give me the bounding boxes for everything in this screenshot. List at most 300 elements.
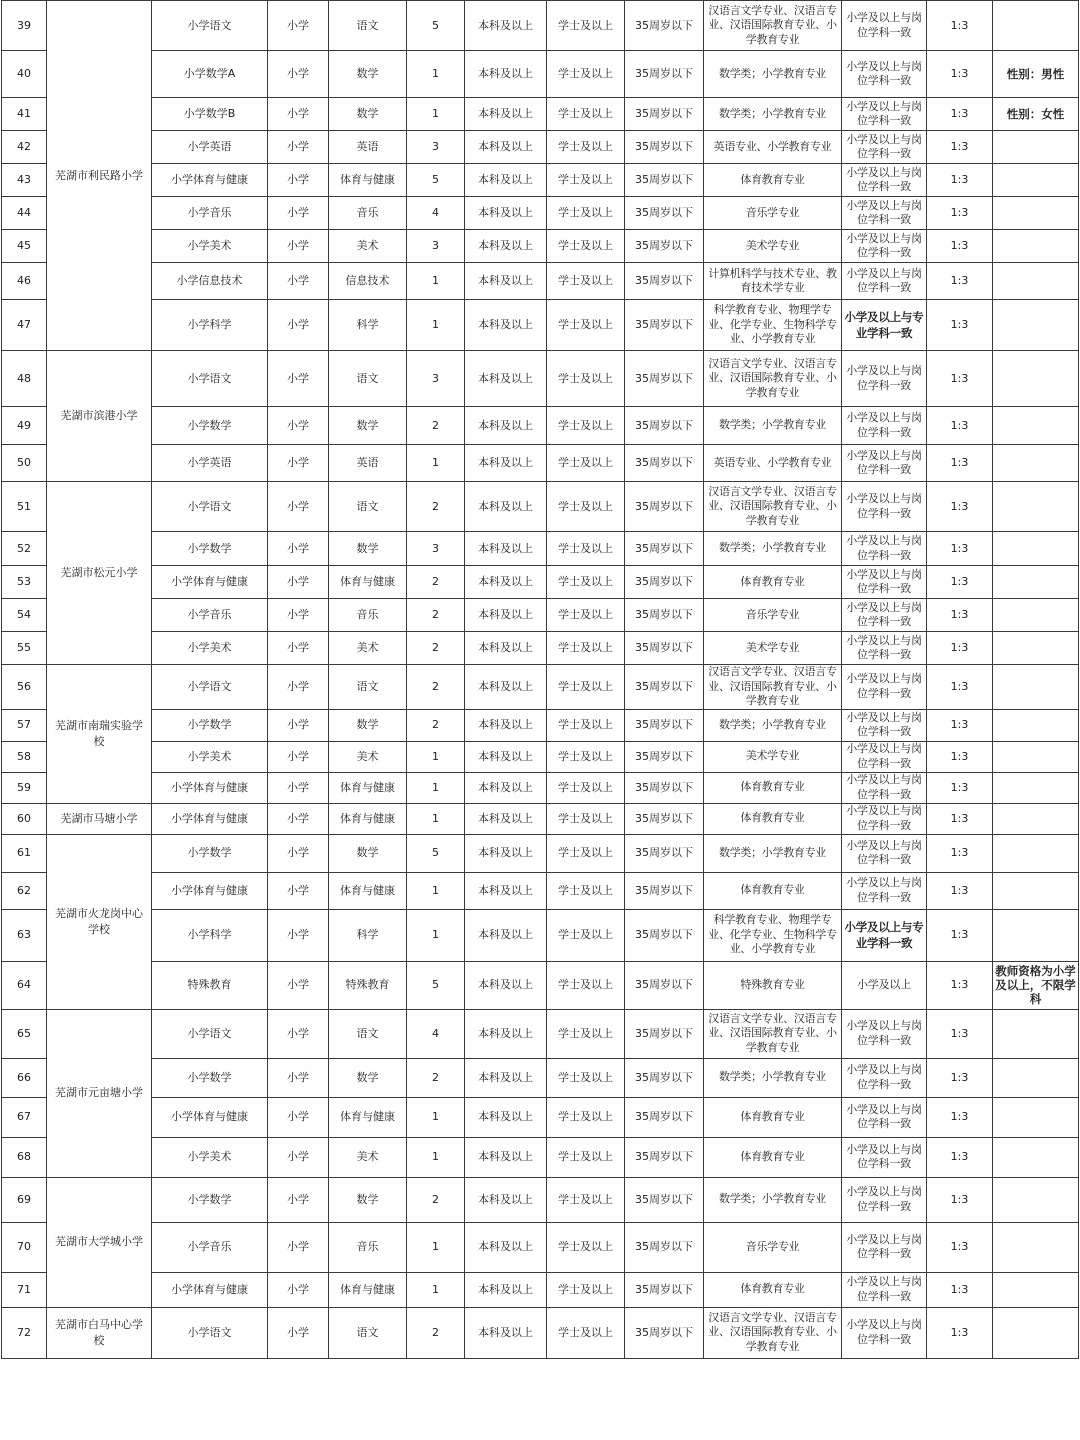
remark xyxy=(993,741,1079,772)
degree-requirement: 学士及以上 xyxy=(547,1137,625,1177)
remark xyxy=(993,1009,1079,1058)
table-row xyxy=(2,632,1079,665)
table-row xyxy=(2,1307,1079,1358)
major-requirement: 科学教育专业、物理学专业、化学专业、生物科学专业、小学教育专业 xyxy=(704,909,842,961)
age-requirement: 35周岁以下 xyxy=(625,834,704,872)
teacher-certificate-requirement: 小学及以上与岗位学科一致 xyxy=(842,741,927,772)
education-requirement: 本科及以上 xyxy=(465,1058,547,1097)
age-requirement: 35周岁以下 xyxy=(625,1,704,51)
school-stage: 小学 xyxy=(268,197,329,230)
row-number: 70 xyxy=(2,1222,47,1272)
school-stage: 小学 xyxy=(268,1137,329,1177)
hiring-count: 2 xyxy=(407,1058,465,1097)
school-stage: 小学 xyxy=(268,772,329,803)
teacher-certificate-requirement: 小学及以上与岗位学科一致 xyxy=(842,803,927,834)
education-requirement: 本科及以上 xyxy=(465,834,547,872)
position-name: 小学语文 xyxy=(152,1009,268,1058)
teacher-certificate-requirement: 小学及以上与岗位学科一致 xyxy=(842,263,927,300)
interview-ratio: 1:3 xyxy=(927,351,993,407)
remark: 性别：女性 xyxy=(993,98,1079,131)
hiring-count: 1 xyxy=(407,909,465,961)
table-row xyxy=(2,772,1079,803)
subject: 数学 xyxy=(329,1177,407,1222)
hiring-count: 2 xyxy=(407,566,465,599)
row-number: 71 xyxy=(2,1272,47,1307)
degree-requirement: 学士及以上 xyxy=(547,665,625,710)
age-requirement: 35周岁以下 xyxy=(625,482,704,532)
school-stage: 小学 xyxy=(268,263,329,300)
teacher-certificate-requirement: 小学及以上与岗位学科一致 xyxy=(842,1058,927,1097)
subject: 体育与健康 xyxy=(329,1272,407,1307)
teacher-certificate-requirement: 小学及以上与岗位学科一致 xyxy=(842,482,927,532)
major-requirement: 体育教育专业 xyxy=(704,1272,842,1307)
teacher-certificate-requirement: 小学及以上与岗位学科一致 xyxy=(842,532,927,566)
hiring-count: 4 xyxy=(407,1009,465,1058)
hiring-count: 1 xyxy=(407,263,465,300)
teacher-certificate-requirement: 小学及以上与岗位学科一致 xyxy=(842,834,927,872)
hiring-count: 3 xyxy=(407,532,465,566)
interview-ratio: 1:3 xyxy=(927,961,993,1009)
major-requirement: 美术学专业 xyxy=(704,741,842,772)
teacher-certificate-requirement: 小学及以上与岗位学科一致 xyxy=(842,772,927,803)
subject: 语文 xyxy=(329,665,407,710)
remark xyxy=(993,445,1079,482)
subject: 体育与健康 xyxy=(329,772,407,803)
hiring-count: 1 xyxy=(407,1222,465,1272)
row-number: 54 xyxy=(2,599,47,632)
interview-ratio: 1:3 xyxy=(927,1272,993,1307)
interview-ratio: 1:3 xyxy=(927,632,993,665)
interview-ratio: 1:3 xyxy=(927,741,993,772)
hiring-count: 2 xyxy=(407,665,465,710)
interview-ratio: 1:3 xyxy=(927,300,993,351)
position-name: 小学信息技术 xyxy=(152,263,268,300)
subject: 科学 xyxy=(329,300,407,351)
school-stage: 小学 xyxy=(268,709,329,741)
major-requirement: 汉语言文学专业、汉语言专业、汉语国际教育专业、小学教育专业 xyxy=(704,1,842,51)
degree-requirement: 学士及以上 xyxy=(547,51,625,98)
age-requirement: 35周岁以下 xyxy=(625,803,704,834)
position-name: 小学美术 xyxy=(152,1137,268,1177)
hiring-count: 1 xyxy=(407,872,465,909)
education-requirement: 本科及以上 xyxy=(465,803,547,834)
subject: 体育与健康 xyxy=(329,803,407,834)
teacher-certificate-requirement: 小学及以上与岗位学科一致 xyxy=(842,1,927,51)
age-requirement: 35周岁以下 xyxy=(625,445,704,482)
major-requirement: 英语专业、小学教育专业 xyxy=(704,131,842,164)
education-requirement: 本科及以上 xyxy=(465,1272,547,1307)
education-requirement: 本科及以上 xyxy=(465,300,547,351)
education-requirement: 本科及以上 xyxy=(465,230,547,263)
education-requirement: 本科及以上 xyxy=(465,532,547,566)
major-requirement: 数学类；小学教育专业 xyxy=(704,407,842,445)
teacher-certificate-requirement: 小学及以上与岗位学科一致 xyxy=(842,131,927,164)
remark: 教师资格为小学及以上，不限学科 xyxy=(993,961,1079,1009)
subject: 数学 xyxy=(329,834,407,872)
position-name: 小学语文 xyxy=(152,1,268,51)
position-name: 小学体育与健康 xyxy=(152,566,268,599)
major-requirement: 数学类；小学教育专业 xyxy=(704,709,842,741)
subject: 信息技术 xyxy=(329,263,407,300)
interview-ratio: 1:3 xyxy=(927,98,993,131)
major-requirement: 体育教育专业 xyxy=(704,803,842,834)
interview-ratio: 1:3 xyxy=(927,1137,993,1177)
row-number: 55 xyxy=(2,632,47,665)
interview-ratio: 1:3 xyxy=(927,772,993,803)
age-requirement: 35周岁以下 xyxy=(625,772,704,803)
school-stage: 小学 xyxy=(268,599,329,632)
age-requirement: 35周岁以下 xyxy=(625,98,704,131)
table-row xyxy=(2,445,1079,482)
position-name: 小学语文 xyxy=(152,665,268,710)
table-body xyxy=(2,1,1079,1359)
position-name: 小学语文 xyxy=(152,351,268,407)
degree-requirement: 学士及以上 xyxy=(547,445,625,482)
table-row xyxy=(2,834,1079,872)
age-requirement: 35周岁以下 xyxy=(625,1009,704,1058)
major-requirement: 数学类；小学教育专业 xyxy=(704,1177,842,1222)
interview-ratio: 1:3 xyxy=(927,709,993,741)
age-requirement: 35周岁以下 xyxy=(625,632,704,665)
education-requirement: 本科及以上 xyxy=(465,1,547,51)
teacher-certificate-requirement: 小学及以上与岗位学科一致 xyxy=(842,1272,927,1307)
table-row xyxy=(2,1137,1079,1177)
hiring-count: 4 xyxy=(407,197,465,230)
education-requirement: 本科及以上 xyxy=(465,709,547,741)
subject: 美术 xyxy=(329,1137,407,1177)
major-requirement: 音乐学专业 xyxy=(704,197,842,230)
degree-requirement: 学士及以上 xyxy=(547,803,625,834)
subject: 英语 xyxy=(329,131,407,164)
recruitment-table xyxy=(1,0,1079,1359)
row-number: 47 xyxy=(2,300,47,351)
interview-ratio: 1:3 xyxy=(927,532,993,566)
school-stage: 小学 xyxy=(268,961,329,1009)
age-requirement: 35周岁以下 xyxy=(625,300,704,351)
row-number: 72 xyxy=(2,1307,47,1358)
subject: 数学 xyxy=(329,51,407,98)
major-requirement: 数学类；小学教育专业 xyxy=(704,532,842,566)
position-name: 小学语文 xyxy=(152,1307,268,1358)
remark xyxy=(993,872,1079,909)
row-number: 51 xyxy=(2,482,47,532)
row-number: 49 xyxy=(2,407,47,445)
remark xyxy=(993,407,1079,445)
interview-ratio: 1:3 xyxy=(927,445,993,482)
table-row xyxy=(2,407,1079,445)
school-stage: 小学 xyxy=(268,351,329,407)
teacher-certificate-requirement: 小学及以上与岗位学科一致 xyxy=(842,709,927,741)
position-name: 小学音乐 xyxy=(152,1222,268,1272)
row-number: 62 xyxy=(2,872,47,909)
subject: 音乐 xyxy=(329,599,407,632)
table-row xyxy=(2,1097,1079,1137)
hiring-count: 2 xyxy=(407,632,465,665)
row-number: 60 xyxy=(2,803,47,834)
subject: 数学 xyxy=(329,709,407,741)
remark xyxy=(993,230,1079,263)
table-row xyxy=(2,665,1079,710)
hiring-count: 1 xyxy=(407,445,465,482)
row-number: 39 xyxy=(2,1,47,51)
hiring-count: 2 xyxy=(407,1177,465,1222)
remark xyxy=(993,300,1079,351)
degree-requirement: 学士及以上 xyxy=(547,566,625,599)
hiring-count: 5 xyxy=(407,834,465,872)
position-name: 小学体育与健康 xyxy=(152,872,268,909)
position-name: 小学数学A xyxy=(152,51,268,98)
education-requirement: 本科及以上 xyxy=(465,772,547,803)
age-requirement: 35周岁以下 xyxy=(625,230,704,263)
education-requirement: 本科及以上 xyxy=(465,482,547,532)
age-requirement: 35周岁以下 xyxy=(625,1272,704,1307)
major-requirement: 汉语言文学专业、汉语言专业、汉语国际教育专业、小学教育专业 xyxy=(704,351,842,407)
position-name: 特殊教育 xyxy=(152,961,268,1009)
table-row xyxy=(2,909,1079,961)
school-stage: 小学 xyxy=(268,445,329,482)
remark xyxy=(993,1272,1079,1307)
education-requirement: 本科及以上 xyxy=(465,1307,547,1358)
major-requirement: 汉语言文学专业、汉语言专业、汉语国际教育专业、小学教育专业 xyxy=(704,482,842,532)
hiring-count: 1 xyxy=(407,1097,465,1137)
school-name: 芜湖市滨港小学 xyxy=(47,351,152,482)
hiring-count: 1 xyxy=(407,1272,465,1307)
teacher-certificate-requirement: 小学及以上与岗位学科一致 xyxy=(842,1222,927,1272)
remark xyxy=(993,632,1079,665)
remark xyxy=(993,834,1079,872)
teacher-certificate-requirement: 小学及以上与岗位学科一致 xyxy=(842,566,927,599)
hiring-count: 3 xyxy=(407,230,465,263)
row-number: 56 xyxy=(2,665,47,710)
interview-ratio: 1:3 xyxy=(927,197,993,230)
major-requirement: 数学类；小学教育专业 xyxy=(704,51,842,98)
teacher-certificate-requirement: 小学及以上与专业学科一致 xyxy=(842,300,927,351)
degree-requirement: 学士及以上 xyxy=(547,1009,625,1058)
major-requirement: 音乐学专业 xyxy=(704,1222,842,1272)
subject: 数学 xyxy=(329,1058,407,1097)
hiring-count: 2 xyxy=(407,407,465,445)
school-name: 芜湖市大学城小学 xyxy=(47,1177,152,1307)
teacher-certificate-requirement: 小学及以上与岗位学科一致 xyxy=(842,1137,927,1177)
degree-requirement: 学士及以上 xyxy=(547,263,625,300)
teacher-certificate-requirement: 小学及以上与岗位学科一致 xyxy=(842,1177,927,1222)
remark xyxy=(993,1177,1079,1222)
school-stage: 小学 xyxy=(268,741,329,772)
teacher-certificate-requirement: 小学及以上与岗位学科一致 xyxy=(842,665,927,710)
school-stage: 小学 xyxy=(268,632,329,665)
hiring-count: 5 xyxy=(407,961,465,1009)
education-requirement: 本科及以上 xyxy=(465,51,547,98)
school-name: 芜湖市白马中心学校 xyxy=(47,1307,152,1358)
age-requirement: 35周岁以下 xyxy=(625,197,704,230)
degree-requirement: 学士及以上 xyxy=(547,300,625,351)
age-requirement: 35周岁以下 xyxy=(625,131,704,164)
hiring-count: 1 xyxy=(407,1137,465,1177)
teacher-certificate-requirement: 小学及以上与岗位学科一致 xyxy=(842,164,927,197)
table-row xyxy=(2,872,1079,909)
degree-requirement: 学士及以上 xyxy=(547,1177,625,1222)
interview-ratio: 1:3 xyxy=(927,131,993,164)
degree-requirement: 学士及以上 xyxy=(547,482,625,532)
major-requirement: 汉语言文学专业、汉语言专业、汉语国际教育专业、小学教育专业 xyxy=(704,665,842,710)
row-number: 52 xyxy=(2,532,47,566)
table-row xyxy=(2,803,1079,834)
table-row xyxy=(2,1058,1079,1097)
subject: 美术 xyxy=(329,632,407,665)
major-requirement: 科学教育专业、物理学专业、化学专业、生物科学专业、小学教育专业 xyxy=(704,300,842,351)
subject: 数学 xyxy=(329,407,407,445)
row-number: 61 xyxy=(2,834,47,872)
education-requirement: 本科及以上 xyxy=(465,566,547,599)
age-requirement: 35周岁以下 xyxy=(625,407,704,445)
interview-ratio: 1:3 xyxy=(927,834,993,872)
interview-ratio: 1:3 xyxy=(927,1058,993,1097)
table-row xyxy=(2,263,1079,300)
hiring-count: 1 xyxy=(407,300,465,351)
school-stage: 小学 xyxy=(268,230,329,263)
position-name: 小学数学 xyxy=(152,1177,268,1222)
major-requirement: 汉语言文学专业、汉语言专业、汉语国际教育专业、小学教育专业 xyxy=(704,1009,842,1058)
teacher-certificate-requirement: 小学及以上与岗位学科一致 xyxy=(842,599,927,632)
table-row xyxy=(2,1272,1079,1307)
degree-requirement: 学士及以上 xyxy=(547,1307,625,1358)
subject: 音乐 xyxy=(329,197,407,230)
age-requirement: 35周岁以下 xyxy=(625,263,704,300)
major-requirement: 美术学专业 xyxy=(704,230,842,263)
remark xyxy=(993,482,1079,532)
degree-requirement: 学士及以上 xyxy=(547,532,625,566)
position-name: 小学体育与健康 xyxy=(152,164,268,197)
position-name: 小学数学 xyxy=(152,834,268,872)
table-row xyxy=(2,300,1079,351)
interview-ratio: 1:3 xyxy=(927,407,993,445)
school-name: 芜湖市南瑞实验学校 xyxy=(47,665,152,804)
school-stage: 小学 xyxy=(268,131,329,164)
age-requirement: 35周岁以下 xyxy=(625,566,704,599)
teacher-certificate-requirement: 小学及以上与岗位学科一致 xyxy=(842,1097,927,1137)
education-requirement: 本科及以上 xyxy=(465,1177,547,1222)
major-requirement: 体育教育专业 xyxy=(704,1097,842,1137)
major-requirement: 计算机科学与技术专业、教育技术学专业 xyxy=(704,263,842,300)
degree-requirement: 学士及以上 xyxy=(547,98,625,131)
interview-ratio: 1:3 xyxy=(927,803,993,834)
subject: 美术 xyxy=(329,741,407,772)
age-requirement: 35周岁以下 xyxy=(625,961,704,1009)
school-stage: 小学 xyxy=(268,532,329,566)
major-requirement: 音乐学专业 xyxy=(704,599,842,632)
row-number: 53 xyxy=(2,566,47,599)
subject: 体育与健康 xyxy=(329,872,407,909)
hiring-count: 3 xyxy=(407,131,465,164)
school-stage: 小学 xyxy=(268,1,329,51)
table-row xyxy=(2,197,1079,230)
row-number: 44 xyxy=(2,197,47,230)
school-stage: 小学 xyxy=(268,1177,329,1222)
age-requirement: 35周岁以下 xyxy=(625,1058,704,1097)
school-stage: 小学 xyxy=(268,1272,329,1307)
subject: 语文 xyxy=(329,351,407,407)
interview-ratio: 1:3 xyxy=(927,482,993,532)
row-number: 64 xyxy=(2,961,47,1009)
degree-requirement: 学士及以上 xyxy=(547,407,625,445)
table-row xyxy=(2,164,1079,197)
degree-requirement: 学士及以上 xyxy=(547,351,625,407)
degree-requirement: 学士及以上 xyxy=(547,961,625,1009)
subject: 体育与健康 xyxy=(329,566,407,599)
table-row xyxy=(2,351,1079,407)
position-name: 小学体育与健康 xyxy=(152,1272,268,1307)
row-number: 48 xyxy=(2,351,47,407)
age-requirement: 35周岁以下 xyxy=(625,599,704,632)
table-row xyxy=(2,131,1079,164)
school-name: 芜湖市利民路小学 xyxy=(47,1,152,351)
position-name: 小学体育与健康 xyxy=(152,772,268,803)
major-requirement: 数学类；小学教育专业 xyxy=(704,98,842,131)
major-requirement: 数学类；小学教育专业 xyxy=(704,834,842,872)
interview-ratio: 1:3 xyxy=(927,263,993,300)
interview-ratio: 1:3 xyxy=(927,1097,993,1137)
position-name: 小学数学 xyxy=(152,532,268,566)
interview-ratio: 1:3 xyxy=(927,1307,993,1358)
row-number: 42 xyxy=(2,131,47,164)
education-requirement: 本科及以上 xyxy=(465,164,547,197)
position-name: 小学科学 xyxy=(152,909,268,961)
interview-ratio: 1:3 xyxy=(927,51,993,98)
school-stage: 小学 xyxy=(268,909,329,961)
subject: 音乐 xyxy=(329,1222,407,1272)
remark xyxy=(993,164,1079,197)
school-stage: 小学 xyxy=(268,407,329,445)
school-name: 芜湖市松元小学 xyxy=(47,482,152,665)
degree-requirement: 学士及以上 xyxy=(547,632,625,665)
position-name: 小学数学 xyxy=(152,1058,268,1097)
degree-requirement: 学士及以上 xyxy=(547,1097,625,1137)
position-name: 小学语文 xyxy=(152,482,268,532)
table-row xyxy=(2,51,1079,98)
teacher-certificate-requirement: 小学及以上与岗位学科一致 xyxy=(842,872,927,909)
school-stage: 小学 xyxy=(268,1058,329,1097)
teacher-certificate-requirement: 小学及以上与岗位学科一致 xyxy=(842,1009,927,1058)
teacher-certificate-requirement: 小学及以上与岗位学科一致 xyxy=(842,351,927,407)
subject: 特殊教育 xyxy=(329,961,407,1009)
remark xyxy=(993,197,1079,230)
education-requirement: 本科及以上 xyxy=(465,351,547,407)
table-row xyxy=(2,1177,1079,1222)
teacher-certificate-requirement: 小学及以上 xyxy=(842,961,927,1009)
degree-requirement: 学士及以上 xyxy=(547,599,625,632)
major-requirement: 体育教育专业 xyxy=(704,164,842,197)
school-name: 芜湖市元亩塘小学 xyxy=(47,1009,152,1177)
interview-ratio: 1:3 xyxy=(927,230,993,263)
school-stage: 小学 xyxy=(268,482,329,532)
subject: 数学 xyxy=(329,532,407,566)
school-stage: 小学 xyxy=(268,300,329,351)
degree-requirement: 学士及以上 xyxy=(547,909,625,961)
education-requirement: 本科及以上 xyxy=(465,1137,547,1177)
hiring-count: 2 xyxy=(407,709,465,741)
major-requirement: 特殊教育专业 xyxy=(704,961,842,1009)
school-stage: 小学 xyxy=(268,834,329,872)
age-requirement: 35周岁以下 xyxy=(625,872,704,909)
row-number: 41 xyxy=(2,98,47,131)
education-requirement: 本科及以上 xyxy=(465,599,547,632)
degree-requirement: 学士及以上 xyxy=(547,1272,625,1307)
hiring-count: 3 xyxy=(407,351,465,407)
education-requirement: 本科及以上 xyxy=(465,1222,547,1272)
table-row xyxy=(2,599,1079,632)
education-requirement: 本科及以上 xyxy=(465,131,547,164)
education-requirement: 本科及以上 xyxy=(465,98,547,131)
